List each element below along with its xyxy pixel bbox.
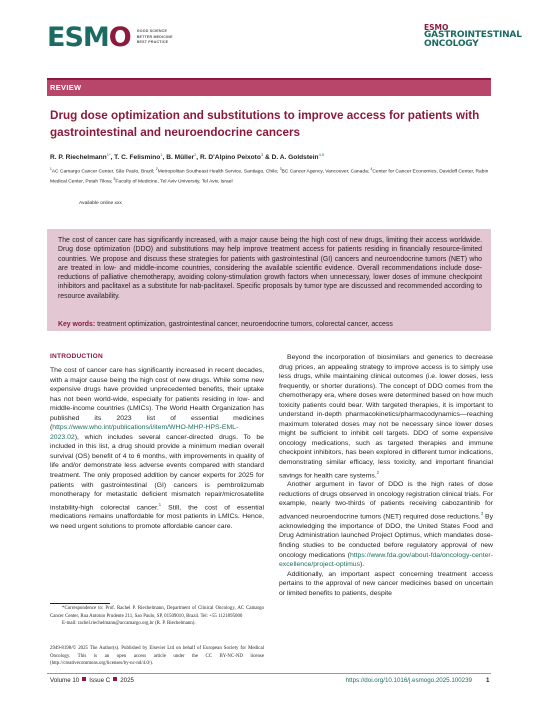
tagline-line: BEST PRACTICE xyxy=(136,40,169,45)
author-sup: 2 xyxy=(194,152,197,157)
paragraph-text: Still, the cost of essential medications remains unaffordable for most patients in LMICs. Hence, we need urgent solutions to promote affordable cancer care. xyxy=(50,503,264,531)
page-number: 1 xyxy=(486,677,490,684)
author-sup: 1 xyxy=(160,152,163,157)
paragraph xyxy=(279,353,493,480)
footer-rule xyxy=(47,673,491,674)
paragraph-text: Beyond the incorporation of biosimilars and generics to decrease drug prices, an appealing strategy to improve access is to simply use less drugs, while maintaining clinical outcomes (i.e. lower doses, less frequently, or shorter durations). The concept of DDO comes from the chemotherapy era, where doses were determined based on how much toxicity patients could bear. With targeted therapies, it is important to understand in-depth pharmacokinetics/pharmacodynamics—reaching maximum tolerated doses may not be necessary since lower doses might be sufficient to inhibit cell targets. DDO of some expensive oncology medications, such as targeted therapies and immune checkpoint inhibitors, has been explored in different tumor indications, demonstrating similar efficacy, less toxicity, and important financial savings for health care systems. xyxy=(279,354,493,479)
doi-link[interactable]: https://doi.org/10.1016/j.esmogo.2025.100239 xyxy=(345,677,472,684)
volume-label: Volume 10 xyxy=(50,677,80,684)
article-type-label: REVIEW xyxy=(50,83,82,92)
paragraph-text: By acknowledging the importance of DDO, the United States Food and Drug Administration launched Project Optimus, which mandates dose-finding studies to be conducted before regulatory approval of new oncology medications ( xyxy=(279,513,493,559)
author-sup: 3 xyxy=(260,152,264,157)
paragraph-text: The cost of cancer care has significantly increased in recent decades, with a major cause being the high cost of new drugs. While some new expensive drugs have provided unprecedented benefits, their uptake has not been world-wide, especially for patients residing in low- and middle-income countries (LMICs). The World Health Organization has published its 2023 list of essential medicines ( xyxy=(50,367,264,432)
affil-sup: 1 xyxy=(50,167,52,171)
license-note xyxy=(50,645,264,668)
author-list: R. P. Riechelmann$^{1*}$, T. C. Felismino$^1$, B. Müller$^2$, R. D'Alpino Peixoto$^3$ & D. A. Goldstein$^{4,5}$ xyxy=(50,152,325,162)
footnote-rule xyxy=(50,603,110,604)
correspondence-text: *Correspondence to: Prof. Rachel P. Riechelmann, Department of Clinical Oncology, AC Camargo Cancer Center, Rua Antonio Prudente 211, Sao Paulo, SP, 01509010, Brazil. Tel: +55 1121895000 xyxy=(50,606,264,619)
affiliations xyxy=(50,166,492,186)
paragraph-text: ), which includes several cancer-directed drugs. To be included in this list, a drug should provide a minimum median overall survival (OS) benefit of 4 to 6 months, with improvements in quality of life and/or demonstrate less adverse events compared with standard treatment. The only proposed addition by cancer experts for 2025 for patients with gastrointestinal (GI) cancers is pembrolizumab monotherapy for metastatic deficient mismatch repair/microsatellite instability-high colorectal cancer. xyxy=(50,433,264,511)
keywords xyxy=(58,320,482,329)
esmo-tagline xyxy=(137,29,173,46)
author-name[interactable]: B. Müller xyxy=(166,154,195,162)
article-type-bar xyxy=(47,80,491,96)
paragraph-text: ). xyxy=(360,561,365,569)
fda-link[interactable]: https://www.fda.gov/about-fda/oncology-center-excellence/project-optimus xyxy=(279,551,493,569)
journal-logo-line: ONCOLOGY xyxy=(424,39,479,49)
reference-marker[interactable]: 2 xyxy=(376,469,380,475)
affil-sup: 5 xyxy=(113,177,116,182)
affil-sup: 2 xyxy=(155,167,158,171)
who-link[interactable]: https://www.who.int/publications/i/item/WHO-MHP-HPS-EML-2023.02 xyxy=(50,424,239,441)
affil-text: BC Cancer Agency, Vancouver, Canada; xyxy=(281,169,371,175)
author-sup: 1* xyxy=(106,152,111,157)
year-label: 2025 xyxy=(120,677,134,684)
esmo-wordmark: ESM O xyxy=(47,22,131,53)
paragraph xyxy=(50,366,264,532)
separator-square-icon xyxy=(82,677,86,681)
separator-square-icon xyxy=(113,677,117,681)
article-title: Drug dose optimization and substitutions to improve access for patients with gastrointestinal and neuroendocrine cancers xyxy=(50,109,480,139)
volume-info xyxy=(50,677,134,684)
affil-text: AC Camargo Cancer Center, São Paulo, Brazil; xyxy=(51,169,156,175)
journal-logo[interactable] xyxy=(424,23,522,49)
paragraph-text: Another argument in favor of DDO is the high rates of dose reductions of drugs observed in oncology registration clinical trials. For example, nearly two-thirds of patients receiving cabozantinib for advanced neuroendocrine tumors (NET) required dose reductions. xyxy=(279,481,493,521)
journal-logo-line: ESMO xyxy=(424,23,449,32)
email-line[interactable]: E-mail: rachel.riechelmann@accamargo.org.br (R. P. Riechelmann). xyxy=(62,621,196,626)
affil-sup: 3 xyxy=(279,167,282,171)
section-heading: INTRODUCTION xyxy=(50,353,103,360)
affil-sup: 4 xyxy=(370,167,373,171)
paragraph-text: Additionally, an important aspect concerning treatment access pertains to the approval of new cancer medicines based on uncertain or limited benefits to patients, despite xyxy=(279,570,493,597)
esmo-logo[interactable] xyxy=(47,24,173,51)
tagline-line: GOOD SCIENCE xyxy=(136,29,168,34)
journal-header xyxy=(0,0,537,70)
author-name[interactable]: R. D'Alpino Peixoto xyxy=(199,154,261,162)
available-online: Available online xxx xyxy=(79,201,122,206)
abstract-text: The cost of cancer care has significantly increased, with a major cause being the high cost of new drugs, limiting their access worldwide. Drug dose optimization (DDO) and substitutions may help improve treatment access for patients residing in financially resource-limited countries. We propose and discuss these strategies for patients with gastrointestinal (GI) cancers and neuroendocrine tumors (NET) who are treated in low- and middle-income countries, considering the available scientific evidence. Overall recommendations include dose-reductions of palliative chemotherapy, avoiding colony-stimulation growth factors when unnecessary, lower doses of immune checkpoint inhibitors and paclitaxel as a substitute for nab-paclitaxel. Specific proposals by tumor type are discussed and recommended according to resource availability. xyxy=(58,237,482,300)
issue-label: Issue C xyxy=(89,677,111,684)
keywords-text: treatment optimization, gastrointestinal cancer, neuroendocrine tumors, colorectal cancer, access xyxy=(97,321,393,328)
left-column xyxy=(50,366,264,532)
author-name[interactable]: R. P. Riechelmann xyxy=(50,154,107,162)
tagline-line: BETTER MEDICINE xyxy=(136,34,173,39)
affil-text: Center for Cancer Economics, Davidoff Center, Rabin Medical Center, Petah Tikva; xyxy=(50,169,489,185)
journal-logo-line: GASTROINTESTINAL xyxy=(424,30,522,40)
affil-text: Faculty of Medicine, Tel Aviv University, Tel Aviv, Israel xyxy=(115,179,233,185)
author-name[interactable]: D. A. Goldstein xyxy=(271,154,319,162)
license-text: 2949-8198/© 2025 The Author(s). Published by Elsevier Ltd on behalf of European Society for Medical Oncology. This is an open access article under the CC BY-NC-ND license (http://creativecommons.org/licenses/by-nc-nd/4.0/). xyxy=(50,646,264,666)
author-name[interactable]: T. C. Felismino xyxy=(114,154,161,162)
reference-marker[interactable]: 1 xyxy=(158,501,162,507)
correspondence-note xyxy=(50,605,264,628)
reference-marker[interactable]: 3 xyxy=(480,511,484,517)
paragraph xyxy=(279,570,493,599)
keywords-label: Key words: xyxy=(58,321,96,328)
affil-text: Metropolitan Southeast Health Service, Santiago, Chile; xyxy=(157,169,280,175)
author-sup: 4,5 xyxy=(318,152,325,157)
paragraph xyxy=(279,480,493,569)
right-column xyxy=(279,353,493,598)
